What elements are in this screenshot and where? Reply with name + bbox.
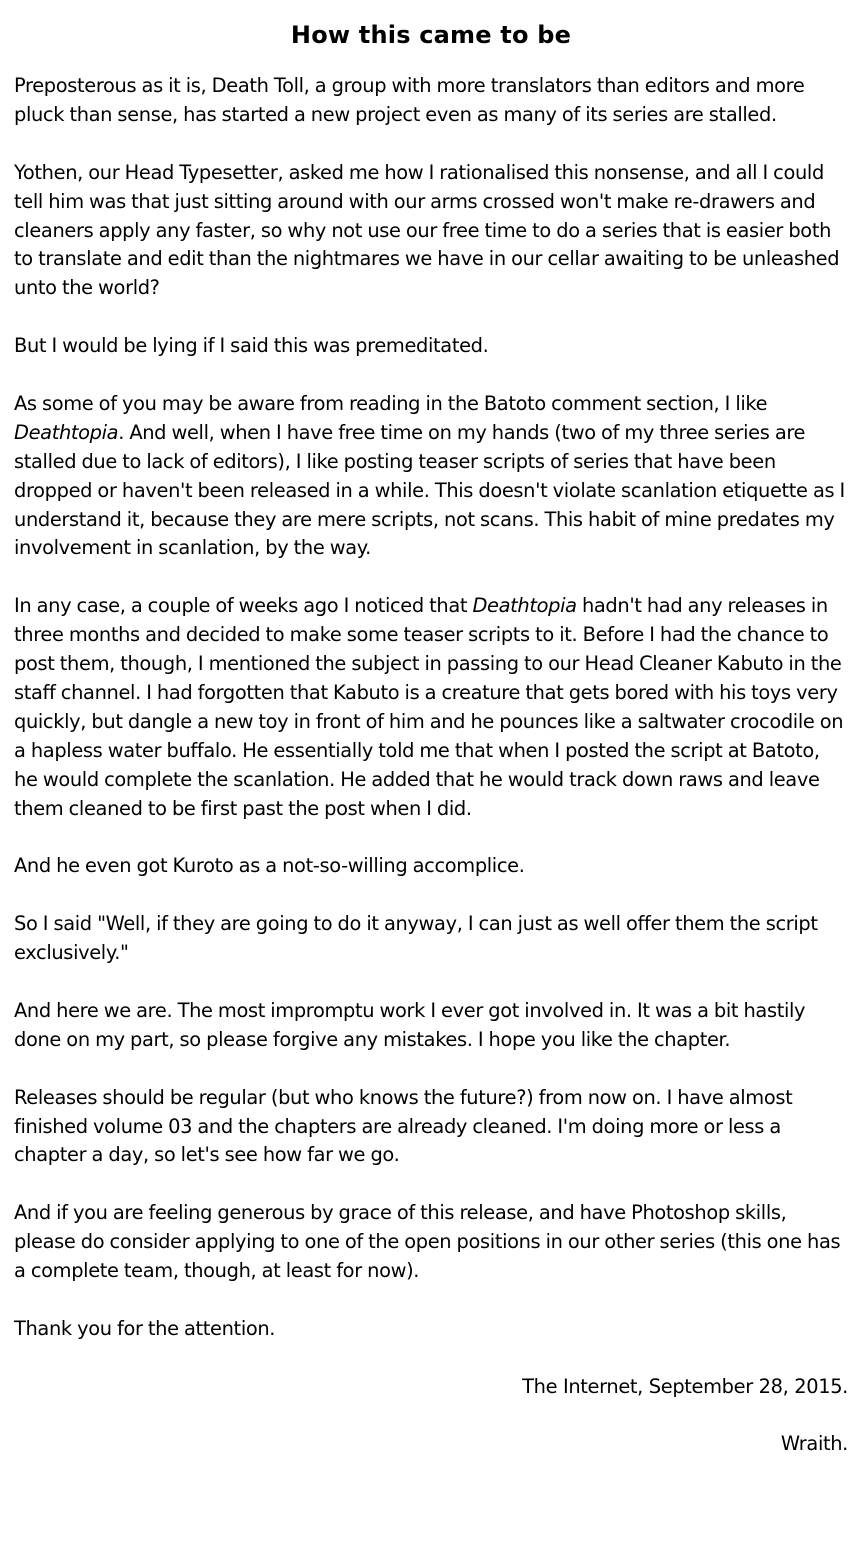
- series-title: Deathtopia: [472, 594, 577, 618]
- paragraph-4: As some of you may be aware from reading in the Batoto comment section, I like Deathtopia. And well, when I have free time on my hands (two of my three series are stalled due to lack of editors), I like posting teaser scripts of series that have been dropped or haven't been released in a while. This doesn't violate scanlation etiquette as I understand it, because they are mere scripts, not scans. This habit of mine predates my involvement in scanlation, by the way.: [14, 391, 845, 560]
- paragraph-1: Preposterous as it is, Death Toll, a group with more translators than editors and more pluck than sense, has started a new project even as many of its series are stalled.: [14, 74, 805, 126]
- paragraph-10: And if you are feeling generous by grace of this release, and have Photoshop skills, please do consider applying to one of the open positions in our other series (this one has a complete team, though, at least for now).: [14, 1201, 841, 1283]
- signature: Wraith.: [780, 1432, 848, 1456]
- dateline: The Internet, September 28, 2015.: [522, 1374, 848, 1398]
- series-title: Deathtopia: [14, 420, 119, 444]
- paragraph-6: And he even got Kuroto as a not-so-willing accomplice.: [14, 854, 525, 878]
- paragraph-11: Thank you for the attention.: [14, 1316, 276, 1340]
- paragraph-9: Releases should be regular (but who knows the future?) from now on. I have almost finished volume 03 and the chapters are already cleaned. I'm doing more or less a chapter a day, so let's see how far we go.: [14, 1085, 793, 1167]
- paragraph-3: But I would be lying if I said this was premeditated.: [14, 334, 489, 358]
- document-title: How this came to be: [290, 21, 572, 49]
- paragraph-7: So I said "Well, if they are going to do it anyway, I can just as well offer them the script exclusively.": [14, 912, 818, 965]
- document-page: [14, 0, 848, 1488]
- paragraph-5: In any case, a couple of weeks ago I noticed that Deathtopia hadn't had any releases in three months and decided to make some teaser scripts to it. Before I had the chance to post them, though, I mentioned the subject in passing to our Head Cleaner Kabuto in the staff channel. I had forgotten that Kabuto is a creature that gets bored with his toys very quickly, but dangle a new toy in front of him and he pounces like a saltwater crocodile on a hapless water buffalo. He essentially told me that when I posted the script at Batoto, he would complete the scanlation. He added that he would track down raws and leave them cleaned to be first past the post when I did.: [14, 594, 844, 820]
- paragraph-2: Yothen, our Head Typesetter, asked me how I rationalised this nonsense, and all I could tell him was that just sitting around with our arms crossed won't make re-drawers and cleaners apply any faster, so why not use our free time to do a series that is easier both to translate and edit than the nightmares we have in our cellar awaiting to be unleashed unto the world?: [14, 160, 840, 300]
- paragraph-8: And here we are. The most impromptu work I ever got involved in. It was a bit hastily done on my part, so please forgive any mistakes. I hope you like the chapter.: [14, 998, 806, 1051]
